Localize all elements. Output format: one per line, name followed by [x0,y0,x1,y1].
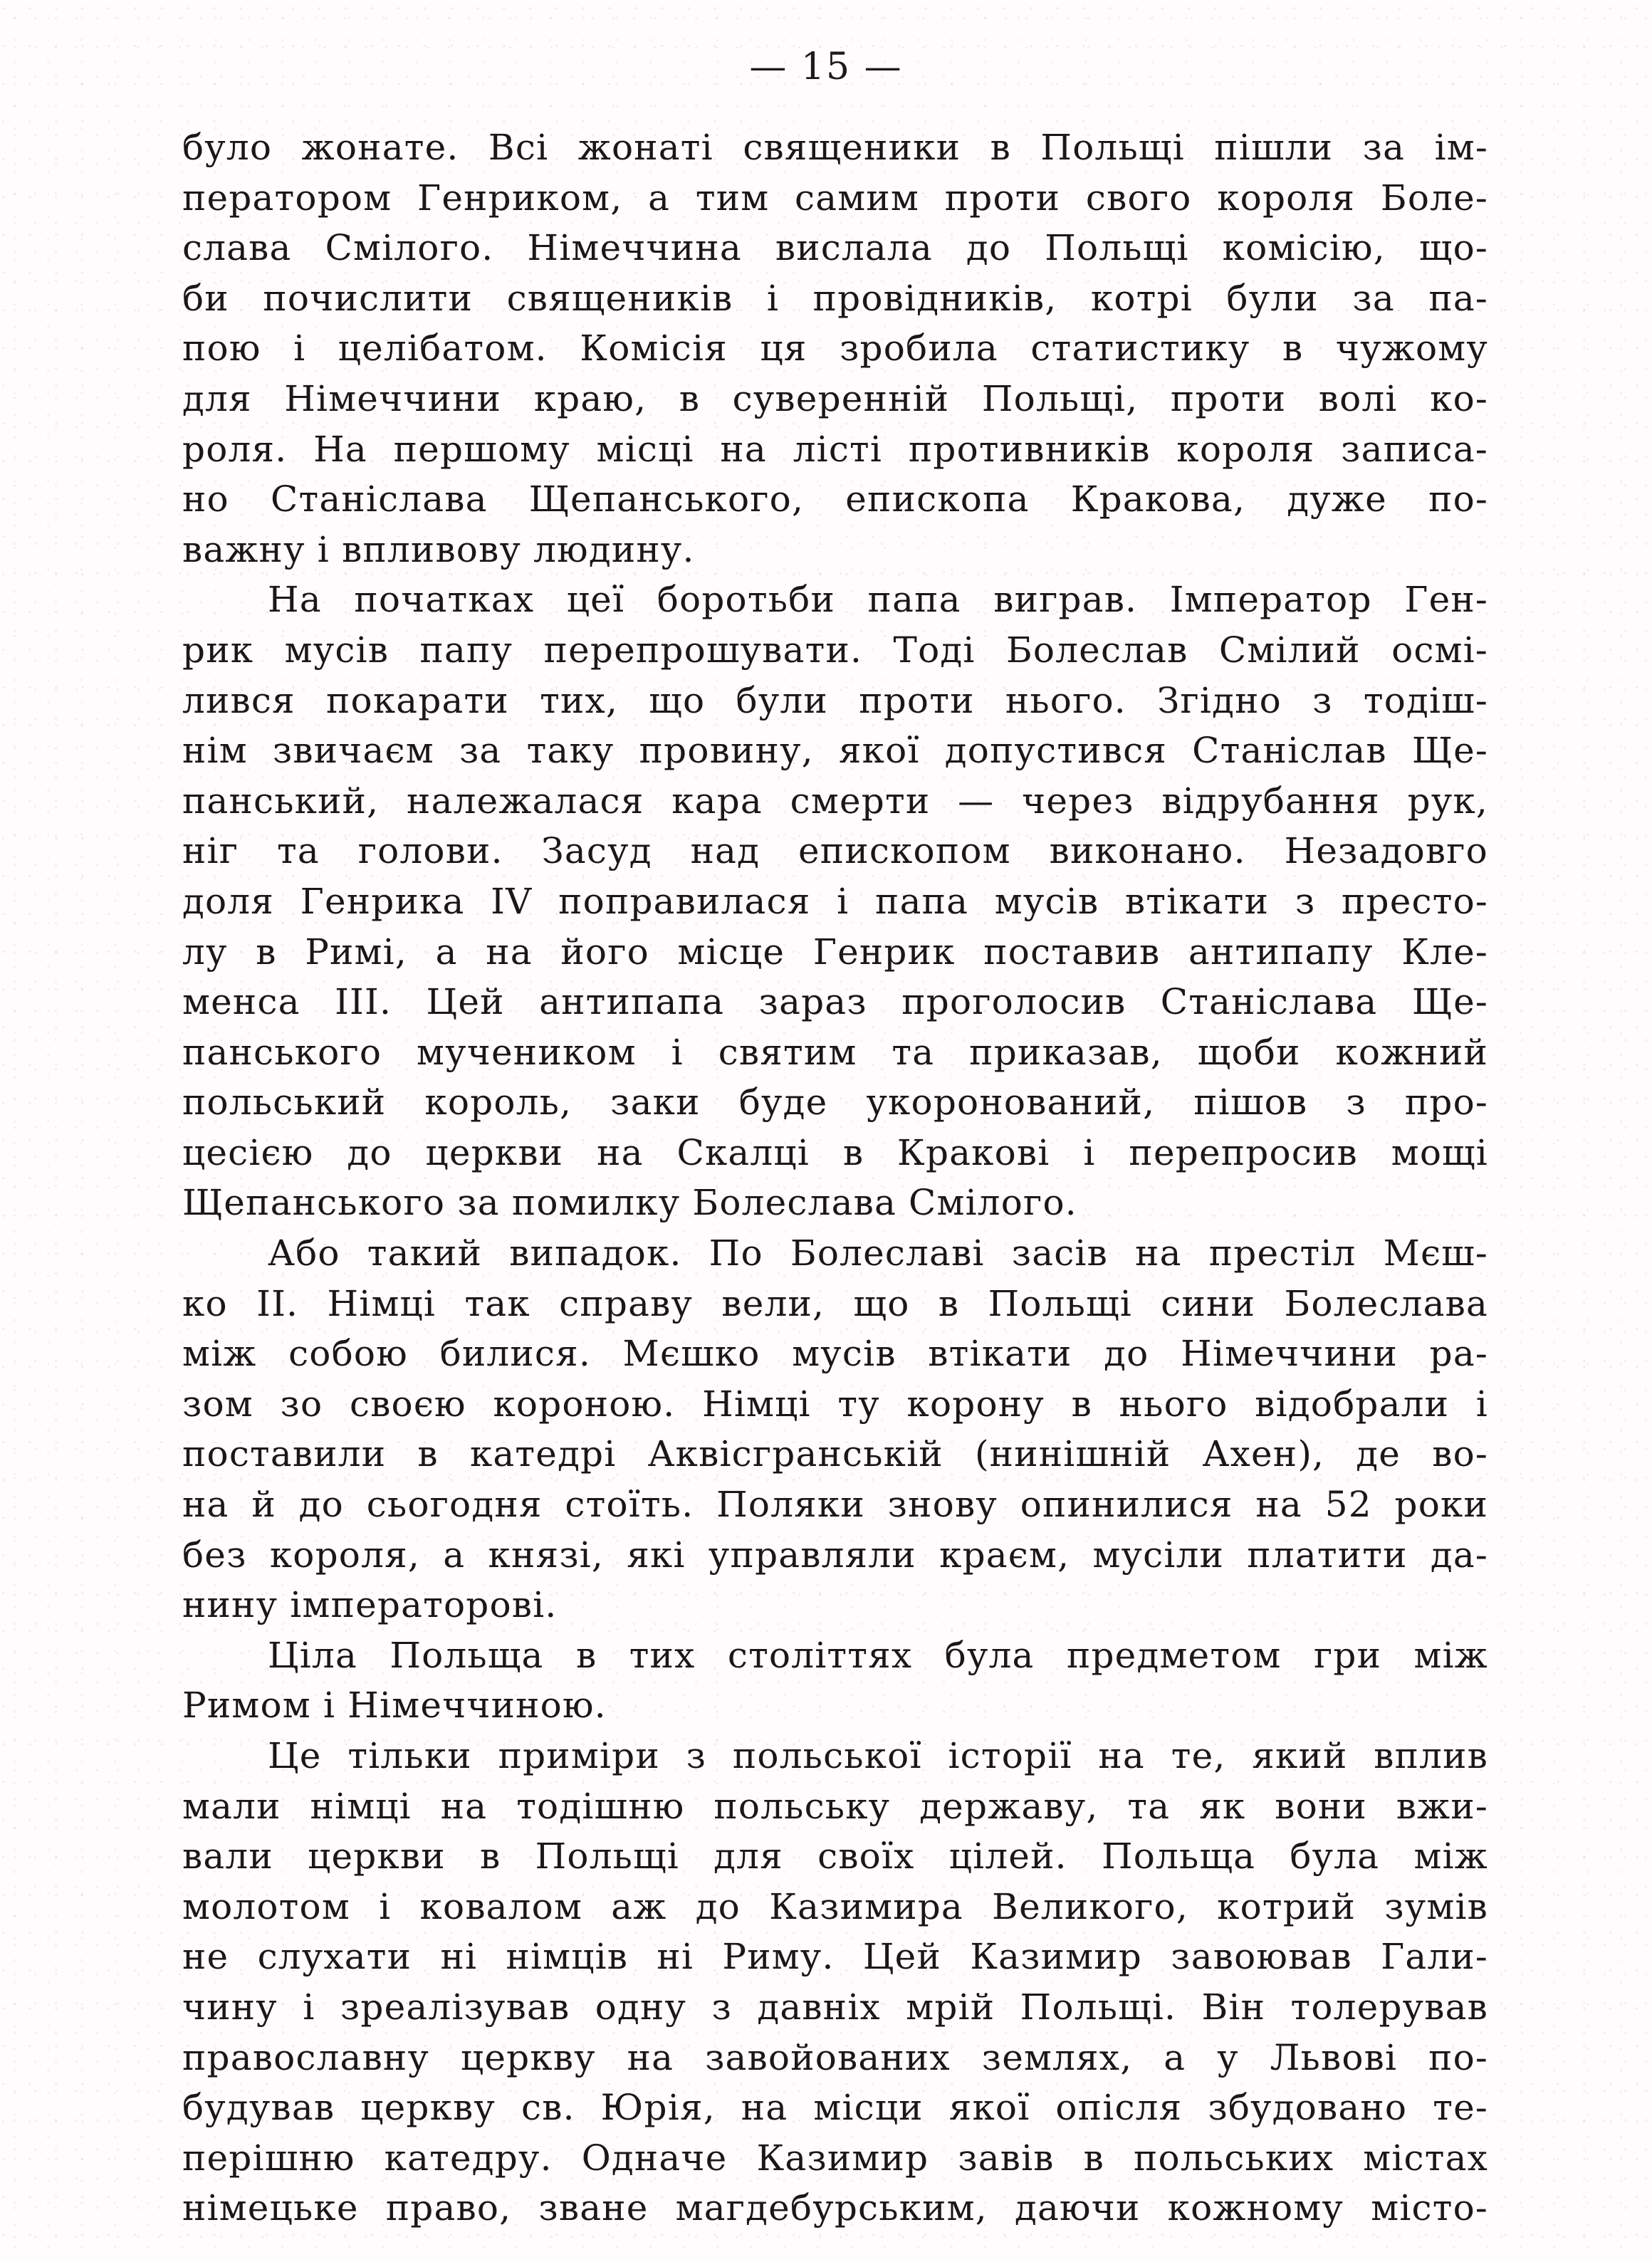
text-line: на й до сьогодня стоїть. Поляки знову опинилися на 52 роки [182,1484,1488,1526]
text-line: цесією до церкви на Скалці в Кракові і перепросив мощі [182,1131,1488,1173]
text-line: не слухати ні німців ні Риму. Цей Казимир завоював Гали- [182,1936,1488,1978]
text-line: ніг та голови. Засуд над епископом виконано. Незадовго [182,830,1488,872]
text-line: роля. На першому місці на лісті противників короля записа- [182,428,1488,470]
text-line: Це тільки приміри з польської історії на те, який вплив [268,1735,1488,1776]
text-line: слава Смілого. Німеччина вислала до Польщі комісію, що- [182,227,1488,269]
text-line: православну церкву на завойованих землях, а у Львові по- [182,2036,1488,2078]
text-line: важну і впливову людину. [182,528,695,570]
text-line: ператором Генриком, а тим самим проти свого короля Боле- [182,177,1488,219]
text-line: поставили в катедрі Аквісгранській (нинішній Ахен), де во- [182,1433,1488,1475]
text-line: нім звичаєм за таку провину, якої допустився Станіслав Ще- [182,730,1488,772]
text-line: зом зо своєю короною. Німці ту корону в нього відобрали і [182,1383,1488,1425]
text-line: німецьке право, зване магдебурським, даючи кожному місто- [182,2187,1488,2229]
text-line: пою і целібатом. Комісія ця зробила статистику в чужому [182,328,1488,370]
body-text [182,122,1488,2234]
text-line: молотом і ковалом аж до Казимира Великого, котрий зумів [182,1885,1488,1927]
text-line: На початках цеї боротьби папа виграв. Імператор Ген- [268,579,1488,621]
text-line: би почислити священиків і провідників, котрі були за па- [182,277,1488,319]
text-line: Або такий випадок. По Болеславі засів на престіл Мєш- [268,1232,1488,1274]
page-number: — 15 — [749,46,903,88]
text-line: доля Генрика IV поправилася і папа мусів втікати з престо- [182,880,1488,922]
text-line: панського мучеником і святим та приказав, щоби кожний [182,1031,1488,1073]
text-line: було жонате. Всі жонаті священики в Польщі пішли за ім- [182,127,1488,168]
text-line: Римом і Німеччиною. [182,1685,607,1727]
text-line: без короля, а князі, які управляли краєм, мусіли платити да- [182,1534,1488,1576]
text-line: Щепанського за помилку Болеслава Смілого. [182,1182,1077,1224]
text-line: мали німці на тодішню польську державу, та як вони вжи- [182,1785,1488,1827]
text-line: рик мусів папу перепрошувати. Тоді Болеслав Смілий осмі- [182,629,1488,671]
text-line: но Станіслава Щепанського, епископа Кракова, дуже по- [182,478,1488,520]
text-line: польський король, заки буде укоронований, пішов з про- [182,1082,1488,1124]
text-line: чину і зреалізував одну з давніх мрій Польщі. Він толерував [182,1986,1488,2028]
text-line: нину імператорові. [182,1584,558,1626]
text-line: перішню катедру. Одначе Казимир завів в польських містах [182,2137,1488,2179]
text-line: лу в Римі, а на його місце Генрик поставив антипапу Кле- [182,931,1488,973]
text-line: лився покарати тих, що були проти нього. Згідно з тодіш- [182,679,1488,721]
text-line: Ціла Польща в тих століттях була предметом гри між [268,1634,1488,1676]
text-line: панський, належалася кара смерти — через відрубання рук, [182,780,1488,822]
text-line: менса III. Цей антипапа зараз проголосив Станіслава Ще- [182,981,1488,1023]
text-line: для Німеччини краю, в суверенній Польщі, проти волі ко- [182,377,1488,419]
text-line: будував церкву св. Юрія, на місци якої опісля збудовано те- [182,2087,1488,2129]
text-line: ко II. Німці так справу вели, що в Польщі сини Болеслава [182,1282,1488,1324]
text-line: вали церкви в Польщі для своїх цілей. Польща була між [182,1836,1488,1878]
text-line: між собою билися. Мєшко мусів втікати до Німеччини ра- [182,1333,1488,1375]
